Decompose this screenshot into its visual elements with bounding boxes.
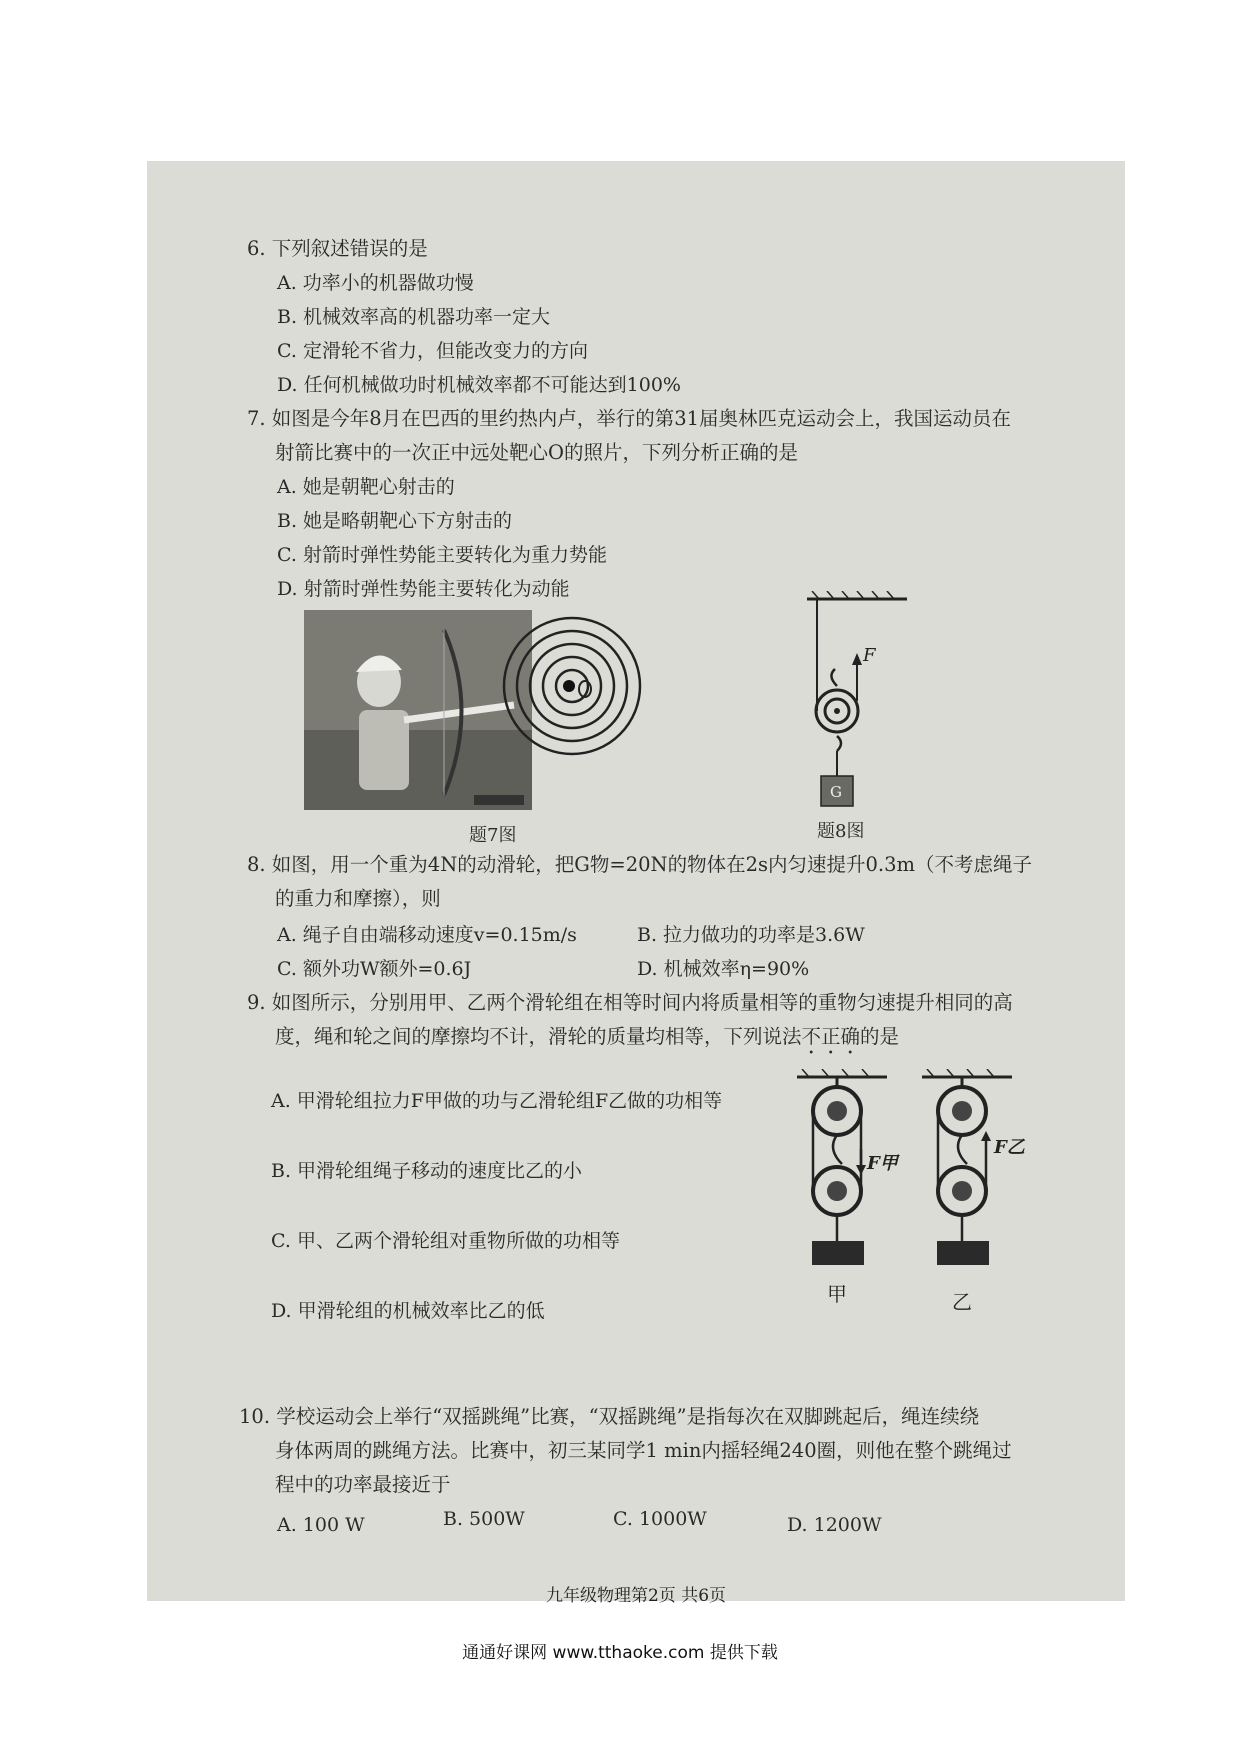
fig9-label-jia: 甲 bbox=[827, 1282, 847, 1306]
fig8-force-label: F bbox=[863, 645, 876, 666]
q10-option-d: D. 1200W bbox=[787, 1514, 882, 1536]
archery-target bbox=[497, 611, 647, 761]
download-source-footer: 通通好课网 www.tthaoke.com 提供下载 bbox=[462, 1643, 778, 1663]
q7-option-b: B. 她是略朝靶心下方射击的 bbox=[277, 510, 513, 532]
fig8-movable-pulley bbox=[797, 591, 917, 821]
fig9-pulley-systems bbox=[787, 1069, 1057, 1329]
page-number-footer: 九年级物理第2页 共6页 bbox=[545, 1586, 727, 1606]
q6-option-d: D. 任何机械做功时机械效率都不可能达到100% bbox=[277, 374, 681, 396]
q6-option-c: C. 定滑轮不省力，但能改变力的方向 bbox=[277, 340, 588, 362]
q8-option-b: B. 拉力做功的功率是3.6W bbox=[637, 924, 865, 946]
q8-option-c: C. 额外功W额外=0.6J bbox=[277, 958, 472, 980]
fig9-force-jia: F甲 bbox=[867, 1153, 898, 1174]
exam-paper bbox=[147, 161, 1125, 1606]
q8-stem-line1: 8. 如图，用一个重为4N的动滑轮，把G物=20N的物体在2s内匀速提升0.3m（不考虑绳子 bbox=[247, 853, 1032, 876]
q10-stem-line1: 10. 学校运动会上举行“双摇跳绳”比赛，“双摇跳绳”是指每次在双脚跳起后，绳连续绕 bbox=[239, 1405, 980, 1428]
q9-emphasis: 不正确 bbox=[801, 1025, 861, 1048]
q7-option-a: A. 她是朝靶心射击的 bbox=[277, 476, 455, 498]
fig9-force-yi: F乙 bbox=[994, 1137, 1025, 1158]
q9-option-c: C. 甲、乙两个滑轮组对重物所做的功相等 bbox=[271, 1230, 620, 1252]
q6-option-b: B. 机械效率高的机器功率一定大 bbox=[277, 306, 551, 328]
q10-option-b: B. 500W bbox=[443, 1508, 525, 1530]
fig7-caption: 题7图 bbox=[469, 825, 517, 846]
q7-stem-line2: 射箭比赛中的一次正中远处靶心O的照片，下列分析正确的是 bbox=[275, 441, 798, 464]
fig8-weight-label: G bbox=[830, 783, 842, 801]
q9-stem-line1: 9. 如图所示，分别用甲、乙两个滑轮组在相等时间内将质量相等的重物匀速提升相同的高 bbox=[247, 991, 1013, 1014]
q8-stem-line2: 的重力和摩擦），则 bbox=[275, 887, 441, 910]
q10-stem-line3: 程中的功率最接近于 bbox=[275, 1473, 451, 1496]
q9-option-d: D. 甲滑轮组的机械效率比乙的低 bbox=[271, 1300, 545, 1322]
q7-option-c: C. 射箭时弹性势能主要转化为重力势能 bbox=[277, 544, 607, 566]
q10-option-c: C. 1000W bbox=[613, 1508, 707, 1530]
q8-option-a: A. 绳子自由端移动速度v=0.15m/s bbox=[277, 924, 577, 946]
q10-option-a: A. 100 W bbox=[277, 1514, 365, 1536]
q10-stem-line2: 身体两周的跳绳方法。比赛中，初三某同学1 min内摇轻绳240圈，则他在整个跳绳过 bbox=[275, 1439, 1012, 1462]
q9-option-b: B. 甲滑轮组绳子移动的速度比乙的小 bbox=[271, 1160, 583, 1182]
q7-option-d: D. 射箭时弹性势能主要转化为动能 bbox=[277, 578, 570, 600]
q6-option-a: A. 功率小的机器做功慢 bbox=[277, 272, 474, 294]
q9-option-a: A. 甲滑轮组拉力F甲做的功与乙滑轮组F乙做的功相等 bbox=[271, 1090, 723, 1112]
q9-stem-line2: 度，绳和轮之间的摩擦均不计，滑轮的质量均相等，下列说法不正确的是 bbox=[275, 1025, 900, 1048]
fig9-label-yi: 乙 bbox=[952, 1290, 972, 1314]
q6-stem: 6. 下列叙述错误的是 bbox=[247, 237, 428, 260]
fig8-caption: 题8图 bbox=[817, 821, 865, 842]
q8-option-d: D. 机械效率η=90% bbox=[637, 958, 810, 980]
q7-stem-line1: 7. 如图是今年8月在巴西的里约热内卢，举行的第31届奥林匹克运动会上，我国运动员在 bbox=[247, 407, 1012, 430]
